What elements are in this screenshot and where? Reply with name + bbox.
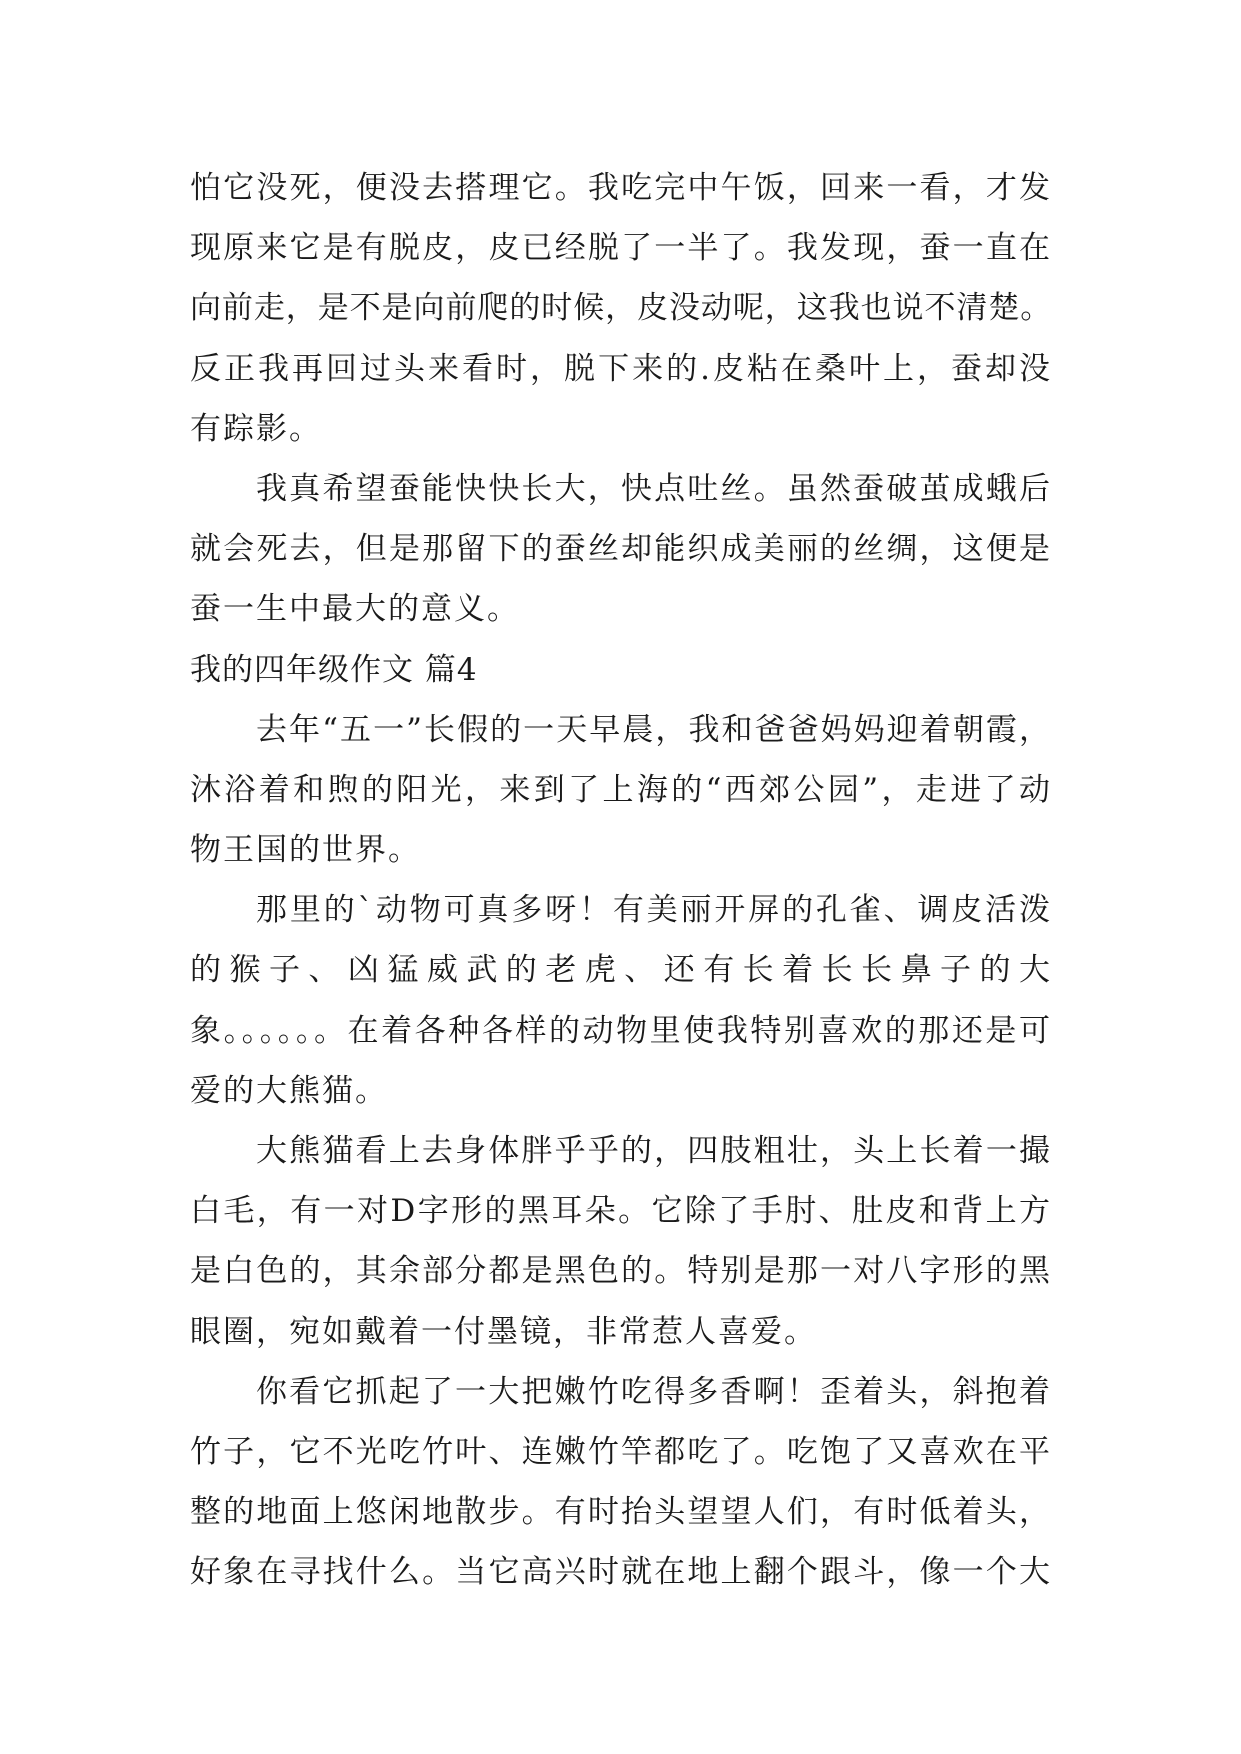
section-heading: 我的四年级作文 篇4 [190, 651, 478, 688]
text-line: 怕它没死，便没去搭理它。我吃完中午饭，回来一看，才发 [190, 170, 1052, 206]
text-line: 物王国的世界。 [190, 832, 421, 869]
text-line: 现原来它是有脱皮，皮已经脱了一半了。我发现，蚕一直在 [190, 230, 1052, 267]
text-line: 竹子，它不光吃竹叶、连嫩竹竿都吃了。吃饱了又喜欢在平 [190, 1433, 1052, 1470]
text-line: 爱的大熊猫。 [190, 1072, 388, 1109]
text-line: 蚕一生中最大的意义。 [190, 591, 520, 628]
text-line: 那里的`动物可真多呀！有美丽开屏的孔雀、调皮活泼 [256, 892, 1052, 929]
text-line: 你看它抓起了一大把嫩竹吃得多香啊！歪着头，斜抱着 [256, 1373, 1052, 1410]
text-line: 整的地面上悠闲地散步。有时抬头望望人们，有时低着头， [190, 1494, 1052, 1531]
text-line: 好象在寻找什么。当它高兴时就在地上翻个跟斗，像一个大 [190, 1554, 1052, 1591]
text-line: 反正我再回过头来看时，脱下来的.皮粘在桑叶上，蚕却没 [190, 350, 1052, 387]
text-line: 眼圈，宛如戴着一付墨镜，非常惹人喜爱。 [190, 1313, 817, 1350]
text-line: 白毛，有一对D字形的黑耳朵。它除了手肘、肚皮和背上方 [190, 1193, 1052, 1230]
text-line: 去年“五一”长假的一天早晨，我和爸爸妈妈迎着朝霞， [256, 711, 1052, 748]
text-line: 沐浴着和煦的阳光，来到了上海的“西郊公园”，走进了动 [190, 771, 1052, 808]
text-line: 向前走，是不是向前爬的时候，皮没动呢，这我也说不清楚。 [190, 290, 1052, 327]
text-line: 大熊猫看上去身体胖乎乎的，四肢粗壮，头上长着一撮 [256, 1133, 1052, 1169]
text-line: 就会死去，但是那留下的蚕丝却能织成美丽的丝绸，这便是 [190, 531, 1052, 568]
text-line: 是白色的，其余部分都是黑色的。特别是那一对八字形的黑 [190, 1253, 1052, 1290]
text-line: 我真希望蚕能快快长大，快点吐丝。虽然蚕破茧成蛾后 [256, 470, 1052, 507]
text-line: 象。。。。。。在着各种各样的动物里使我特别喜欢的那还是可 [190, 1012, 1052, 1049]
essay-text [190, 158, 1052, 1603]
text-line: 的猴子、凶猛威武的老虎、还有长着长长鼻子的大 [190, 952, 1052, 989]
text-line: 有踪影。 [190, 410, 322, 447]
